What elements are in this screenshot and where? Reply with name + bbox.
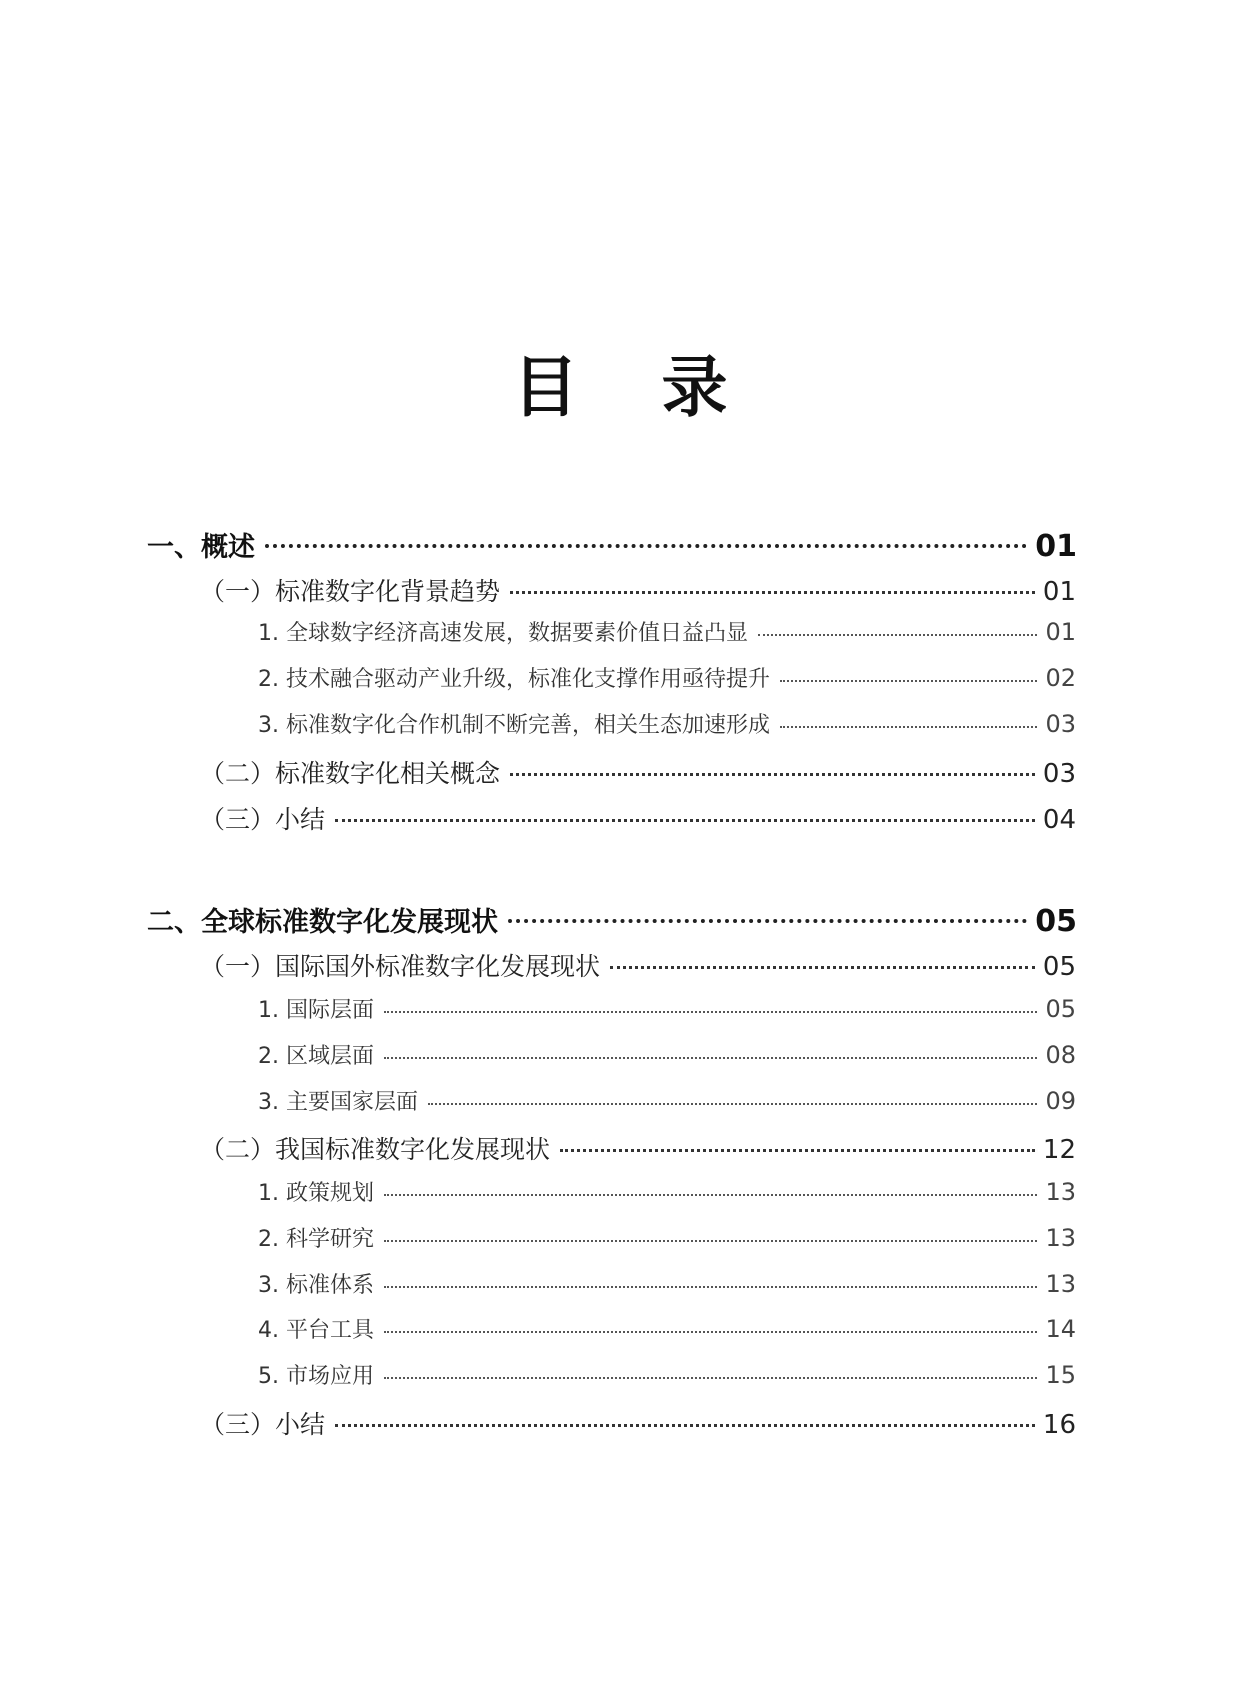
toc-entry-label: 4. 平台工具: [258, 1318, 374, 1343]
toc-leader-dots: [428, 1103, 1037, 1105]
toc-entry-label: （二）我国标准数字化发展现状: [200, 1135, 551, 1164]
toc-entry-label: 1. 政策规划: [258, 1181, 374, 1206]
toc-entry-page: 05: [1042, 952, 1076, 982]
toc-entry[interactable]: [147, 525, 1077, 564]
toc-leader-dots: [510, 773, 1035, 776]
toc-entry-page: 13: [1045, 1178, 1076, 1206]
toc-leader-dots: [384, 1331, 1037, 1333]
toc-entry[interactable]: [147, 900, 1077, 939]
toc-entry[interactable]: [258, 616, 1076, 647]
toc-leader-dots: [335, 1424, 1035, 1427]
toc-entry-label: （二）标准数字化相关概念: [200, 759, 501, 788]
toc-entry-label: （三）小结: [200, 805, 326, 834]
toc-entry[interactable]: [200, 800, 1076, 836]
toc-entry-label: 1. 国际层面: [258, 998, 374, 1023]
toc-leader-dots: [384, 1057, 1037, 1059]
toc-entry-page: 04: [1042, 805, 1076, 835]
toc-entry[interactable]: [200, 754, 1076, 790]
toc-entry-page: 05: [1045, 995, 1076, 1023]
toc-entry-label: 二、全球标准数字化发展现状: [147, 907, 498, 938]
toc-entry-page: 01: [1045, 618, 1076, 646]
toc-entry-label: 1. 全球数字经济高速发展，数据要素价值日益凸显: [258, 621, 748, 646]
toc-entry-page: 13: [1045, 1270, 1076, 1298]
toc-entry-label: 一、概述: [147, 532, 255, 563]
toc-entry-page: 02: [1045, 664, 1076, 692]
toc-entry[interactable]: [200, 947, 1076, 983]
toc-leader-dots: [610, 966, 1035, 969]
toc-entry-label: （一）标准数字化背景趋势: [200, 577, 501, 606]
toc-entry[interactable]: [258, 993, 1076, 1024]
toc-entry-label: 3. 主要国家层面: [258, 1090, 418, 1115]
toc-entry[interactable]: [258, 1359, 1076, 1390]
toc-leader-dots: [384, 1286, 1037, 1288]
toc-leader-dots: [758, 634, 1037, 636]
toc-entry-page: 05: [1035, 904, 1077, 939]
toc-entry[interactable]: [200, 1130, 1076, 1166]
toc-entry[interactable]: [258, 1313, 1076, 1344]
toc-entry[interactable]: [258, 1268, 1076, 1299]
toc-entry-page: 09: [1045, 1087, 1076, 1115]
toc-leader-dots: [265, 544, 1027, 548]
toc-entry-label: 2. 科学研究: [258, 1227, 374, 1252]
toc-entry[interactable]: [258, 708, 1076, 739]
toc-leader-dots: [780, 726, 1037, 728]
toc-entry[interactable]: [258, 1039, 1076, 1070]
toc-leader-dots: [384, 1011, 1037, 1013]
toc-entry-page: 12: [1042, 1135, 1076, 1165]
toc-entry-page: 01: [1035, 529, 1077, 564]
toc-entry-page: 08: [1045, 1041, 1076, 1069]
toc-entry-page: 03: [1045, 710, 1076, 738]
toc-entry[interactable]: [258, 662, 1076, 693]
toc-leader-dots: [384, 1240, 1037, 1242]
toc-leader-dots: [780, 680, 1037, 682]
toc-entry[interactable]: [258, 1176, 1076, 1207]
toc-entry-page: 13: [1045, 1224, 1076, 1252]
toc-entry-label: 2. 技术融合驱动产业升级，标准化支撑作用亟待提升: [258, 667, 770, 692]
toc-leader-dots: [560, 1149, 1035, 1152]
page-title: 目 录: [512, 349, 758, 426]
toc-entry-page: 03: [1042, 759, 1076, 789]
toc-leader-dots: [510, 591, 1035, 594]
toc-entry-label: （三）小结: [200, 1410, 326, 1439]
toc-entry-page: 14: [1045, 1315, 1076, 1343]
toc-entry[interactable]: [258, 1222, 1076, 1253]
toc-entry-label: 3. 标准体系: [258, 1273, 374, 1298]
toc-entry[interactable]: [258, 1085, 1076, 1116]
toc-entry-page: 15: [1045, 1361, 1076, 1389]
toc-leader-dots: [384, 1194, 1037, 1196]
toc-leader-dots: [335, 819, 1035, 822]
toc-leader-dots: [384, 1377, 1037, 1379]
toc-entry-label: 5. 市场应用: [258, 1364, 374, 1389]
toc-leader-dots: [508, 919, 1027, 923]
toc-entry-label: （一）国际国外标准数字化发展现状: [200, 952, 601, 981]
toc-entry[interactable]: [200, 572, 1076, 608]
toc-entry-label: 3. 标准数字化合作机制不断完善，相关生态加速形成: [258, 713, 770, 738]
toc-entry-page: 01: [1042, 577, 1076, 607]
toc-entry-label: 2. 区域层面: [258, 1044, 374, 1069]
toc-entry-page: 16: [1042, 1410, 1076, 1440]
toc-entry[interactable]: [200, 1405, 1076, 1441]
